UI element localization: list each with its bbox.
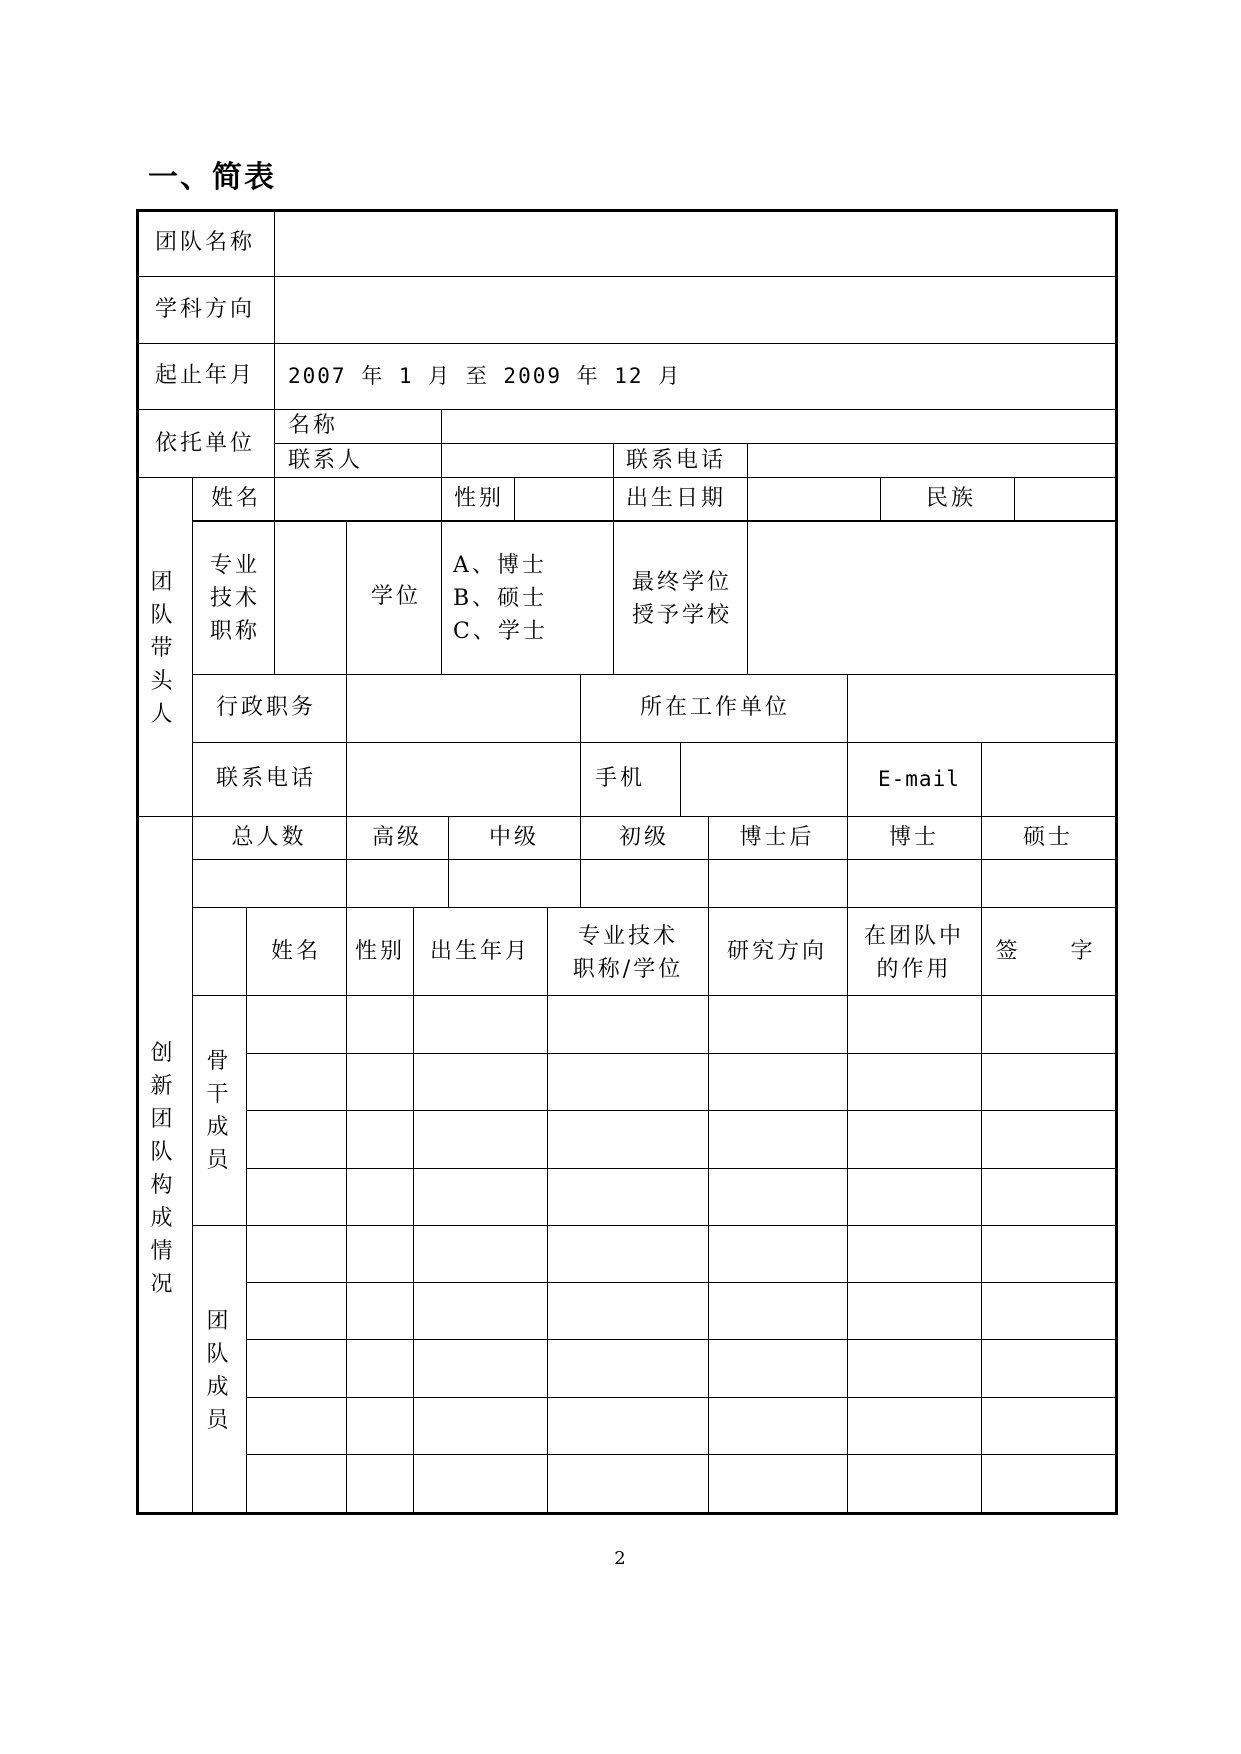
rule: [136, 1512, 1118, 1515]
leader-phone-label: 联系电话: [216, 766, 317, 791]
leader-section-label: 团 队 带 头 人: [150, 570, 176, 727]
rule: [136, 276, 1118, 277]
page-number: 2: [614, 1548, 626, 1569]
leader-ethnicity-label: 民族: [926, 486, 977, 511]
rule: [847, 674, 848, 1513]
rule: [136, 343, 1118, 344]
rule: [192, 477, 193, 1513]
member-header-name: 姓名: [270, 939, 322, 964]
leader-work-unit-label: 所在工作单位: [640, 695, 791, 720]
rule: [192, 907, 1118, 908]
period-label: 起止年月: [155, 363, 256, 388]
rule: [246, 1397, 1118, 1398]
member-header-title-degree: 专业技术 职称/学位: [572, 924, 684, 982]
page-heading: 一、简表: [148, 160, 276, 195]
rule: [192, 995, 1118, 996]
host-label: 依托单位: [155, 431, 256, 456]
rule: [246, 1339, 1118, 1340]
host-phone-label: 联系电话: [626, 448, 727, 473]
rule: [136, 209, 139, 1515]
rule: [246, 1110, 1118, 1111]
rule: [192, 859, 1118, 860]
rule: [580, 674, 581, 816]
member-header-research: 研究方向: [726, 939, 828, 964]
leader-birth-label: 出生日期: [626, 486, 727, 511]
rule: [192, 1225, 1118, 1226]
stats-header-intermediate: 中级: [488, 825, 540, 850]
rule: [346, 816, 347, 1513]
discipline-label: 学科方向: [155, 297, 256, 322]
rule: [747, 443, 748, 675]
rule: [192, 520, 1118, 522]
rule: [981, 816, 982, 1513]
rule: [413, 907, 414, 1513]
core-members-label: 骨 干 成 员: [206, 1049, 232, 1173]
stats-header-master: 硕士: [1022, 825, 1074, 850]
stats-header-phd: 博士: [888, 825, 940, 850]
rule: [136, 409, 1118, 410]
period-value: 2007 年 1 月 至 2009 年 12 月: [288, 364, 682, 388]
team-members-label: 团 队 成 员: [206, 1309, 232, 1433]
host-contact-label: 联系人: [288, 448, 364, 473]
leader-degree-options: A、博士 B、硕士 C、学士: [453, 553, 548, 644]
rule: [613, 443, 614, 675]
rule: [441, 409, 442, 675]
member-header-birth: 出生年月: [429, 939, 531, 964]
rule: [880, 477, 881, 521]
rule: [274, 521, 275, 675]
rule: [136, 477, 1118, 478]
leader-name-label: 姓名: [211, 486, 262, 511]
member-header-signature: 签 字: [995, 939, 1101, 964]
leader-final-degree-school-label: 最终学位 授予学校: [632, 570, 733, 628]
leader-mobile-label: 手机: [595, 766, 646, 791]
rule: [708, 907, 709, 1513]
rule: [680, 742, 681, 816]
leader-email-label: E-mail: [878, 767, 960, 791]
rule: [580, 816, 581, 908]
member-header-gender: 性别: [354, 939, 406, 964]
rule: [547, 907, 548, 1513]
rule: [136, 816, 1118, 817]
rule: [274, 209, 275, 521]
leader-title-label: 专业 技术 职称: [210, 553, 261, 644]
rule: [246, 1053, 1118, 1054]
stats-header-postdoc: 博士后: [739, 825, 815, 850]
rule: [136, 209, 1118, 212]
rule: [274, 443, 1118, 444]
rule: [708, 816, 709, 908]
member-header-role: 在团队中 的作用: [863, 924, 965, 982]
rule: [192, 742, 1118, 743]
rule: [246, 907, 247, 1513]
rule: [346, 521, 347, 816]
rule: [981, 742, 982, 816]
rule: [1014, 477, 1015, 521]
host-name-label: 名称: [288, 413, 339, 438]
leader-admin-post-label: 行政职务: [216, 695, 317, 720]
rule: [246, 1282, 1118, 1283]
rule: [246, 1168, 1118, 1169]
rule: [192, 674, 1118, 675]
team-name-label: 团队名称: [155, 230, 256, 255]
rule: [514, 477, 515, 521]
stats-header-total: 总人数: [231, 825, 307, 850]
stats-header-junior: 初级: [618, 825, 670, 850]
composition-section-label: 创 新 团 队 构 成 情 况: [150, 1041, 176, 1297]
rule: [246, 1454, 1118, 1455]
rule: [1115, 209, 1118, 1515]
rule: [448, 816, 449, 908]
leader-degree-label: 学位: [371, 584, 422, 609]
leader-gender-label: 性别: [454, 486, 505, 511]
stats-header-senior: 高级: [371, 825, 423, 850]
